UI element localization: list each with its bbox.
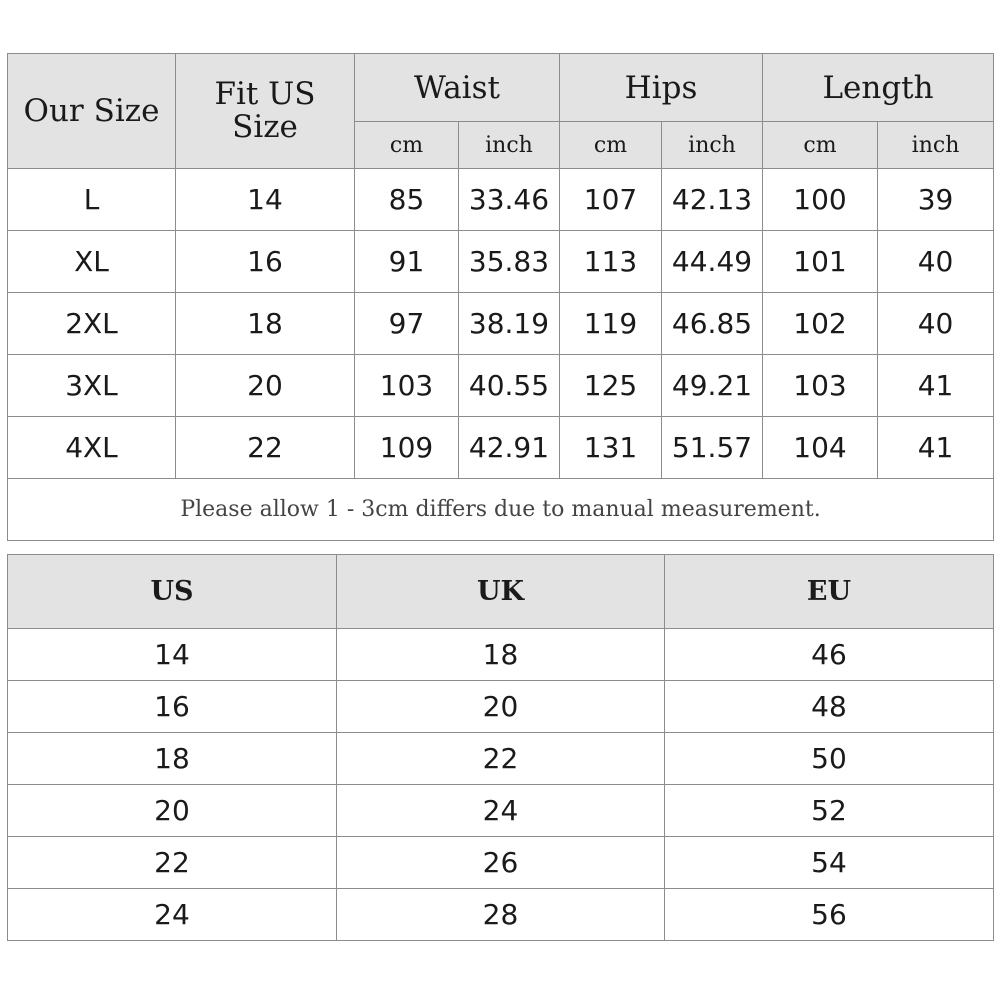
cell-fit-us: 22: [176, 417, 355, 479]
cell-hips-inch: 49.21: [662, 355, 763, 417]
unit-hips-inch: inch: [662, 122, 763, 169]
cell-our-size: 4XL: [8, 417, 176, 479]
unit-length-inch: inch: [878, 122, 994, 169]
cell-uk: 18: [337, 629, 665, 681]
table-row: [8, 681, 994, 733]
unit-length-cm: cm: [763, 122, 878, 169]
measurement-note: Please allow 1 - 3cm differs due to manual measurement.: [8, 479, 994, 541]
table-row: [8, 837, 994, 889]
cell-eu: 46: [665, 629, 994, 681]
cell-fit-us: 16: [176, 231, 355, 293]
table-row: [8, 355, 994, 417]
cell-length-cm: 102: [763, 293, 878, 355]
cell-hips-inch: 42.13: [662, 169, 763, 231]
table-row: [8, 889, 994, 941]
header-eu: EU: [665, 555, 994, 629]
cell-hips-inch: 44.49: [662, 231, 763, 293]
cell-waist-cm: 103: [355, 355, 459, 417]
cell-hips-cm: 113: [560, 231, 662, 293]
cell-fit-us: 20: [176, 355, 355, 417]
cell-hips-inch: 46.85: [662, 293, 763, 355]
cell-fit-us: 18: [176, 293, 355, 355]
cell-hips-cm: 107: [560, 169, 662, 231]
cell-eu: 52: [665, 785, 994, 837]
table-row: [8, 169, 994, 231]
cell-length-inch: 40: [878, 231, 994, 293]
cell-us: 16: [8, 681, 337, 733]
cell-eu: 56: [665, 889, 994, 941]
cell-length-cm: 100: [763, 169, 878, 231]
header-us: US: [8, 555, 337, 629]
cell-waist-cm: 109: [355, 417, 459, 479]
cell-waist-inch: 40.55: [459, 355, 560, 417]
cell-us: 24: [8, 889, 337, 941]
cell-uk: 24: [337, 785, 665, 837]
header-fit-us-size: [176, 54, 355, 169]
table-row: [8, 417, 994, 479]
cell-waist-cm: 85: [355, 169, 459, 231]
cell-fit-us: 14: [176, 169, 355, 231]
cell-uk: 26: [337, 837, 665, 889]
cell-length-cm: 103: [763, 355, 878, 417]
cell-length-inch: 41: [878, 355, 994, 417]
cell-us: 22: [8, 837, 337, 889]
cell-hips-cm: 125: [560, 355, 662, 417]
unit-waist-cm: cm: [355, 122, 459, 169]
cell-length-inch: 40: [878, 293, 994, 355]
cell-us: 20: [8, 785, 337, 837]
cell-length-inch: 41: [878, 417, 994, 479]
table-row: [8, 733, 994, 785]
cell-eu: 50: [665, 733, 994, 785]
table-row: [8, 293, 994, 355]
cell-us: 18: [8, 733, 337, 785]
cell-waist-inch: 35.83: [459, 231, 560, 293]
cell-length-cm: 101: [763, 231, 878, 293]
cell-waist-inch: 33.46: [459, 169, 560, 231]
header-hips: Hips: [560, 54, 763, 122]
cell-waist-inch: 42.91: [459, 417, 560, 479]
cell-us: 14: [8, 629, 337, 681]
table-row: [8, 785, 994, 837]
table-row: [8, 231, 994, 293]
cell-uk: 20: [337, 681, 665, 733]
cell-our-size: 3XL: [8, 355, 176, 417]
header-fit-us-line2: Size: [232, 109, 298, 145]
cell-uk: 28: [337, 889, 665, 941]
cell-our-size: XL: [8, 231, 176, 293]
unit-hips-cm: cm: [560, 122, 662, 169]
cell-eu: 54: [665, 837, 994, 889]
size-conversion-table: [7, 554, 994, 941]
cell-hips-cm: 131: [560, 417, 662, 479]
cell-hips-inch: 51.57: [662, 417, 763, 479]
header-waist: Waist: [355, 54, 560, 122]
cell-eu: 48: [665, 681, 994, 733]
unit-waist-inch: inch: [459, 122, 560, 169]
cell-hips-cm: 119: [560, 293, 662, 355]
size-chart-table: [7, 53, 994, 541]
cell-waist-inch: 38.19: [459, 293, 560, 355]
cell-our-size: 2XL: [8, 293, 176, 355]
table-row: [8, 629, 994, 681]
cell-length-cm: 104: [763, 417, 878, 479]
cell-length-inch: 39: [878, 169, 994, 231]
cell-waist-cm: 97: [355, 293, 459, 355]
cell-uk: 22: [337, 733, 665, 785]
header-length: Length: [763, 54, 994, 122]
header-our-size: Our Size: [8, 54, 176, 169]
header-fit-us-line1: Fit US: [214, 76, 316, 112]
cell-our-size: L: [8, 169, 176, 231]
header-uk: UK: [337, 555, 665, 629]
cell-waist-cm: 91: [355, 231, 459, 293]
